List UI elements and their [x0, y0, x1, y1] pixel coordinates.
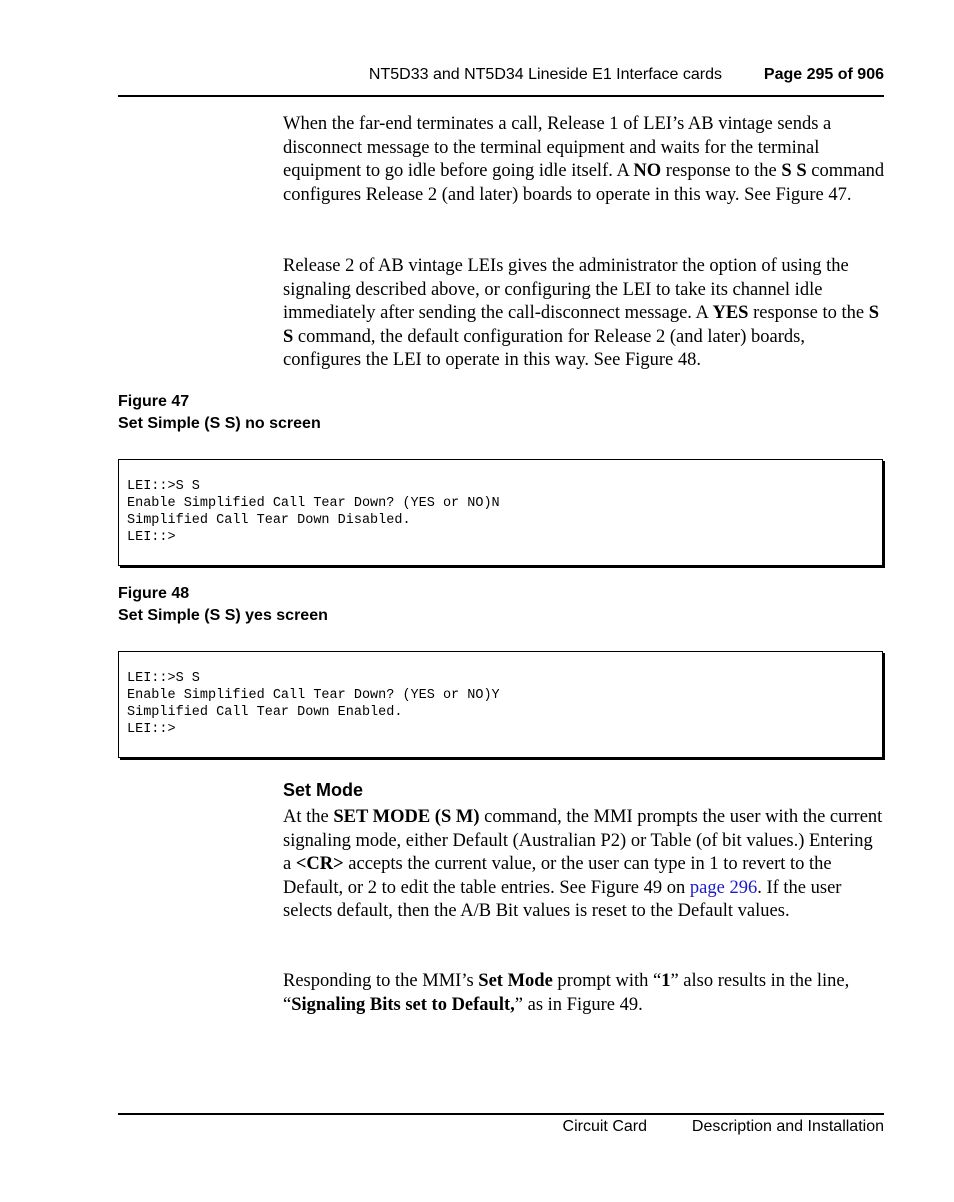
figure-47-terminal-screen [118, 459, 883, 566]
text: command, the MMI prompts the user with the current signaling mode, either Default (Australian P2) or Table (of bit values.) Entering a [283, 807, 883, 874]
terminal-line: Enable Simplified Call Tear Down? (YES or NO)Y [127, 688, 500, 703]
text: command configures Release 2 (and later) boards to operate in this way. See Figure 47. [283, 161, 885, 205]
text: prompt with “ [552, 971, 662, 991]
footer-right: Description and Installation [691, 1118, 884, 1135]
section-heading-set-mode: Set Mode [283, 780, 364, 800]
header-title: NT5D33 and NT5D34 Lineside E1 Interface cards [368, 66, 722, 83]
bold-text: 1 [661, 971, 671, 991]
text: ” also results in the line, “ [283, 971, 850, 1015]
bold-text: Signaling Bits set to Default, [291, 994, 515, 1015]
footer-rule [118, 1113, 884, 1115]
figure-number: Figure 48 [118, 585, 190, 602]
figure-47-caption [118, 391, 321, 435]
text: Responding to the MMI’s [283, 971, 479, 991]
bold-text: Set Mode [478, 971, 553, 991]
figure-48-caption [118, 583, 328, 627]
terminal-line: LEI::> [127, 722, 176, 737]
paragraph-release-1 [283, 113, 885, 207]
bold-text: <CR> [295, 854, 344, 874]
header-rule [118, 95, 884, 97]
page-number: Page 295 of 906 [763, 66, 884, 83]
terminal-line: LEI::>S S [127, 479, 200, 494]
figure-48-terminal-screen [118, 651, 883, 758]
text: Release 2 of AB vintage LEIs gives the administrator the option of using the signaling described above, or configuring the LEI to take its channel idle immediately after sending the call-disconnect message. A [283, 256, 849, 323]
text: ” as in Figure 49. [514, 994, 643, 1015]
terminal-line: Simplified Call Tear Down Enabled. [127, 705, 403, 720]
terminal-line: Simplified Call Tear Down Disabled. [127, 513, 411, 528]
text: accepts the current value, or the user can type in 1 to revert to the Default, or 2 to edit the table entries. See Figure 49 on [283, 854, 832, 898]
footer-left: Circuit Card [562, 1118, 647, 1135]
figure-number: Figure 47 [118, 393, 190, 410]
page-footer [118, 1118, 884, 1138]
text: command, the default configuration for Release 2 (and later) boards, configures the LEI to operate in this way. See Figure 48. [283, 326, 805, 370]
paragraph-set-mode-response [283, 970, 885, 1017]
paragraph-release-2 [283, 255, 885, 373]
text: When the far-end terminates a call, Release 1 of LEI’s AB vintage sends a disconnect message to the terminal equipment and waits for the terminal equipment to go idle before going idle itself. A [283, 114, 832, 181]
page-296-link[interactable]: page 296 [689, 877, 758, 898]
bold-text: SET MODE (S M) [333, 807, 480, 827]
terminal-line: LEI::> [127, 530, 176, 545]
paragraph-set-mode [283, 806, 885, 924]
bold-text: YES [712, 303, 749, 323]
text: response to the [661, 161, 782, 181]
terminal-line: LEI::>S S [127, 671, 200, 686]
text: At the [283, 807, 334, 827]
page-header [118, 66, 884, 86]
bold-text: NO [633, 161, 662, 181]
text: . If the user selects default, then the A/B Bit values is reset to the Default values. [283, 877, 842, 921]
terminal-line: Enable Simplified Call Tear Down? (YES or NO)N [127, 496, 500, 511]
figure-title: Set Simple (S S) no screen [118, 415, 321, 432]
bold-text: S S [781, 161, 807, 181]
bold-text: S S [283, 303, 880, 347]
text: response to the [748, 303, 869, 323]
figure-title: Set Simple (S S) yes screen [118, 607, 328, 624]
